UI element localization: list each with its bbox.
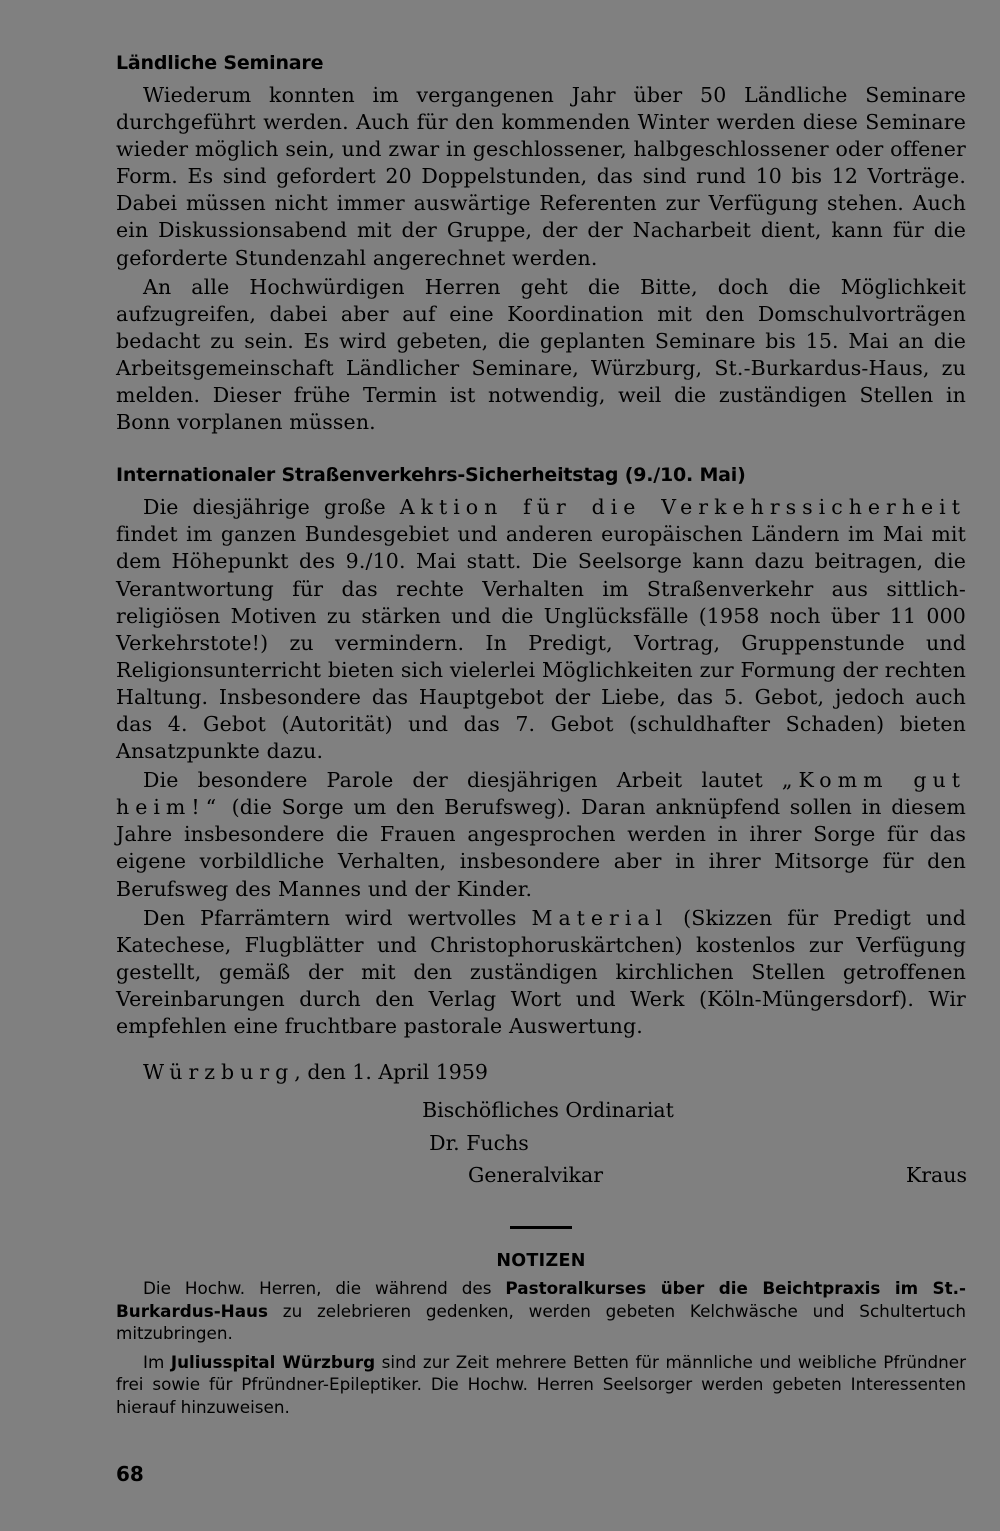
- bold-text: Juliusspital Würzburg: [170, 1351, 376, 1372]
- signatory-name: Dr. Fuchs: [429, 1131, 529, 1156]
- second-signatory: Kraus: [905, 1163, 967, 1188]
- text-run: Die diesjährige große: [143, 495, 400, 520]
- paragraph: [116, 494, 966, 765]
- page-number: 68: [116, 1462, 144, 1486]
- text-run: (die Sorge um den Berufsweg). Daran anknüpfend sollen in diesem Jahre insbesondere die Frauen angesprochen werden in ihrer Sorge für das eigene vorbildliche Verhalten, insbesondere aber in ihrer Mitsorge für den Berufsweg des Mannes und der Kinder.: [116, 795, 966, 901]
- text-run: Die Hochw. Herren, die während des: [143, 1278, 506, 1299]
- text-run: findet im ganzen Bundesgebiet und anderen europäischen Ländern im Mai mit dem Höhepunkt des 9./10. Mai statt. Die Seelsorge kann dazu beitragen, die Verantwortung für das rechte Verhalten im Straßenverkehr aus sittlich-religiösen Motiven zu stärken und die Unglücksfälle (1958 noch über 11 000 Verkehrstote!) zu vermindern. In Predigt, Vortrag, Gruppenstunde und Religionsunterricht bieten sich vielerlei Möglichkeiten zur Formung der rechten Haltung. Insbesondere das Hauptgebot der Liebe, das 5. Gebot, jedoch auch das 4. Gebot (Autorität) und das 7. Gebot (schuldhafter Schaden) bieten Ansatzpunkte dazu.: [116, 522, 966, 764]
- text-run: Den Pfarrämtern wird wertvolles: [143, 905, 532, 930]
- section-heading-laendliche-seminare: Ländliche Seminare: [116, 52, 324, 74]
- text-run: Im: [143, 1351, 171, 1372]
- issuing-office: Bischöfliches Ordinariat: [422, 1098, 674, 1123]
- place: Würzburg: [143, 1060, 295, 1085]
- date: , den 1. April 1959: [294, 1060, 488, 1085]
- document-page: [116, 52, 966, 1419]
- bold-text: Pastoralkurses über die Beichtpraxis im St.-Burkardus-Haus: [116, 1278, 967, 1321]
- note-paragraph: [116, 1351, 966, 1419]
- notizen-heading: NOTIZEN: [496, 1251, 586, 1272]
- signatory-title: Generalvikar: [468, 1163, 604, 1188]
- paragraph: Wiederum konnten im vergangenen Jahr über 50 Ländliche Seminare durchgeführt werden. Auch für den kommenden Winter werden diese Seminare wieder möglich sein, und zwar in geschlossener, halbgeschlossener oder offener Form. Es sind gefordert 20 Doppelstunden, das sind rund 10 bis 12 Vorträge. Dabei müssen nicht immer auswärtige Referenten zur Verfügung stehen. Auch ein Diskussionsabend mit der Gruppe, der der Nacharbeit dient, kann für die geforderte Stundenzahl angerechnet werden.: [116, 83, 966, 270]
- signature-block: [116, 1098, 966, 1208]
- text-run: (Skizzen für Predigt und Katechese, Flugblätter und Christophoruskärtchen) kostenlos zur Verfügung gestellt, gemäß der mit den zuständigen kirchlichen Stellen getroffenen Vereinbarungen durch den Verlag Wort und Werk (Köln-Müngersdorf). Wir empfehlen eine fruchtbare pastorale Auswertung.: [116, 905, 966, 1038]
- paragraph: [116, 905, 966, 1040]
- text-run: sind zur Zeit mehrere Betten für männliche und weibliche Pfründner frei sowie für Pfründner-Epileptiker. Die Hochw. Herren Seelsorger werden gebeten Interessenten hierauf hinzuweisen.: [116, 1351, 966, 1418]
- spaced-emphasis: „Komm gut heim!“: [116, 768, 966, 820]
- dateline: [143, 1060, 966, 1084]
- section-heading-verkehrssicherheitstag: Internationaler Straßenverkehrs-Sicherheitstag (9./10. Mai): [116, 464, 746, 487]
- text-run: Die besondere Parole der diesjährigen Arbeit lautet: [143, 768, 782, 793]
- note-paragraph: [116, 1277, 966, 1345]
- text-run: zu zelebrieren gedenken, werden gebeten Kelchwäsche und Schultertuch mitzubringen.: [116, 1300, 966, 1344]
- paragraph: [116, 767, 966, 902]
- spaced-emphasis: Material: [531, 905, 669, 930]
- paragraph: An alle Hochwürdigen Herren geht die Bitte, doch die Möglichkeit aufzugreifen, dabei aber auf eine Koordination mit den Domschulvorträgen bedacht zu sein. Es wird gebeten, die geplanten Seminare bis 15. Mai an die Arbeitsgemeinschaft Ländlicher Seminare, Würzburg, St.-Burkardus-Haus, zu melden. Dieser frühe Termin ist notwendig, weil die zuständigen Stellen in Bonn vorplanen müssen.: [116, 274, 966, 435]
- divider: [510, 1226, 572, 1229]
- spaced-emphasis: Aktion für die Verkehrssicherheit: [399, 495, 966, 520]
